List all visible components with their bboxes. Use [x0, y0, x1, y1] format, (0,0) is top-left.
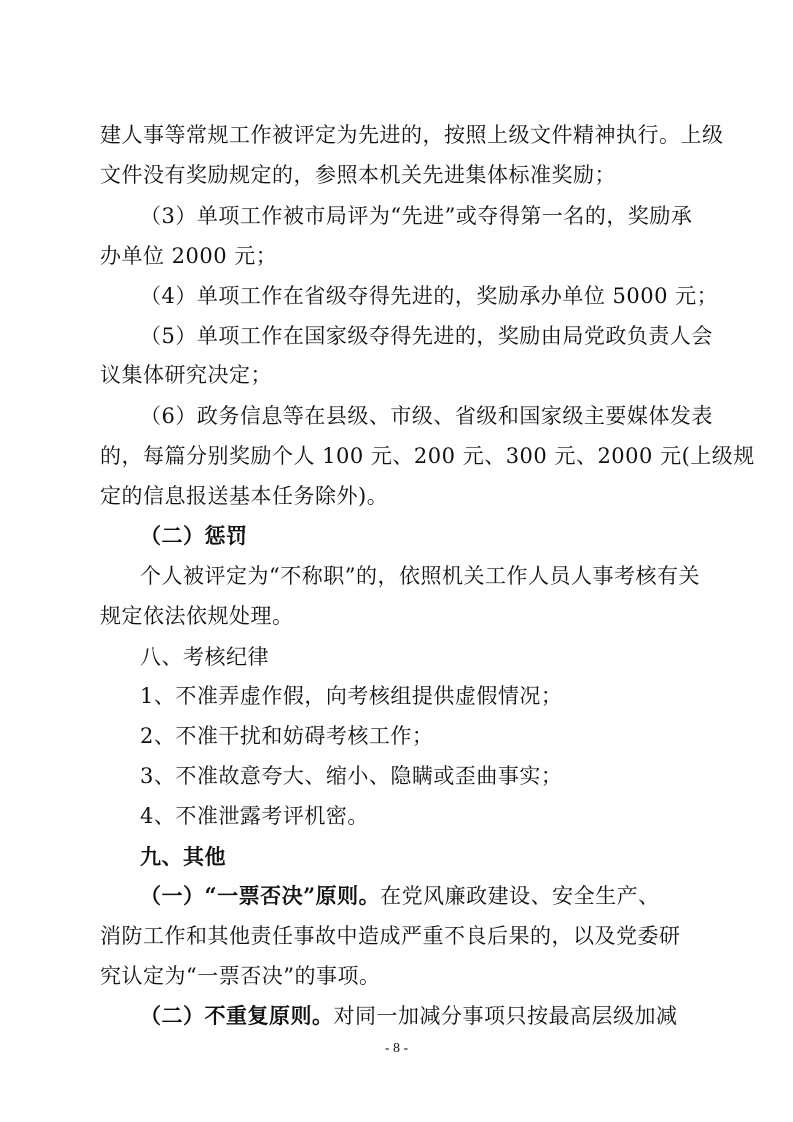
- item5-line-2: 议集体研究决定；: [100, 363, 272, 387]
- page-number: - 8 -: [384, 1041, 409, 1056]
- section9-p1-line-3: 究认定为“一票否决”的事项。: [100, 964, 381, 988]
- item3-line-2: 办单位 2000 元；: [100, 244, 278, 268]
- section9-p2-text: 对同一加减分事项只按最高层级加减: [333, 1004, 678, 1028]
- continuation-line-1: 建人事等常规工作被评定为先进的，按照上级文件精神执行。上级: [100, 123, 724, 147]
- section9-p1-line-1: [140, 881, 660, 911]
- continuation-line-2: 文件没有奖励规定的，参照本机关先进集体标准奖励；: [100, 163, 616, 187]
- item5-line-1: （5）单项工作在国家级夺得先进的，奖励由局党政负责人会: [140, 324, 713, 348]
- section9-p1-text: 在党风廉政建设、安全生产、: [380, 884, 660, 908]
- item4-line-1: （4）单项工作在省级夺得先进的，奖励承办单位 5000 元；: [140, 284, 719, 308]
- section8-item-2: 2、不准干扰和妨碍考核工作；: [140, 724, 434, 748]
- item3-line-1: （3）单项工作被市局评为“先进”或夺得第一名的，奖励承: [140, 204, 693, 228]
- penalty-heading: （二）惩罚: [140, 523, 248, 548]
- section9-p1-lead: （一）“一票否决”原则。: [140, 883, 381, 908]
- section9-p2-line-1: [140, 1001, 678, 1031]
- section9-p2-lead: （二）不重复原则。: [140, 1003, 334, 1028]
- item6-line-2: 的，每篇分别奖励个人 100 元、200 元、300 元、2000 元(上级规: [100, 444, 755, 468]
- item6-line-3: 定的信息报送基本任务除外)。: [100, 484, 389, 508]
- section8-heading: 八、考核纪律: [140, 645, 269, 669]
- item6-line-1: （6）政务信息等在县级、市级、省级和国家级主要媒体发表: [140, 404, 713, 428]
- section8-item-3: 3、不准故意夸大、缩小、隐瞒或歪曲事实；: [140, 764, 563, 788]
- penalty-line-2: 规定依法依规处理。: [100, 604, 294, 628]
- penalty-line-1: 个人被评定为“不称职”的，依照机关工作人员人事考核有关: [140, 564, 700, 588]
- section9-heading: 九、其他: [140, 844, 226, 869]
- section8-item-1: 1、不准弄虚作假，向考核组提供虚假情况；: [140, 684, 563, 708]
- section8-item-4: 4、不准泄露考评机密。: [140, 804, 369, 828]
- section9-p1-line-2: 消防工作和其他责任事故中造成严重不良后果的，以及党委研: [100, 924, 681, 948]
